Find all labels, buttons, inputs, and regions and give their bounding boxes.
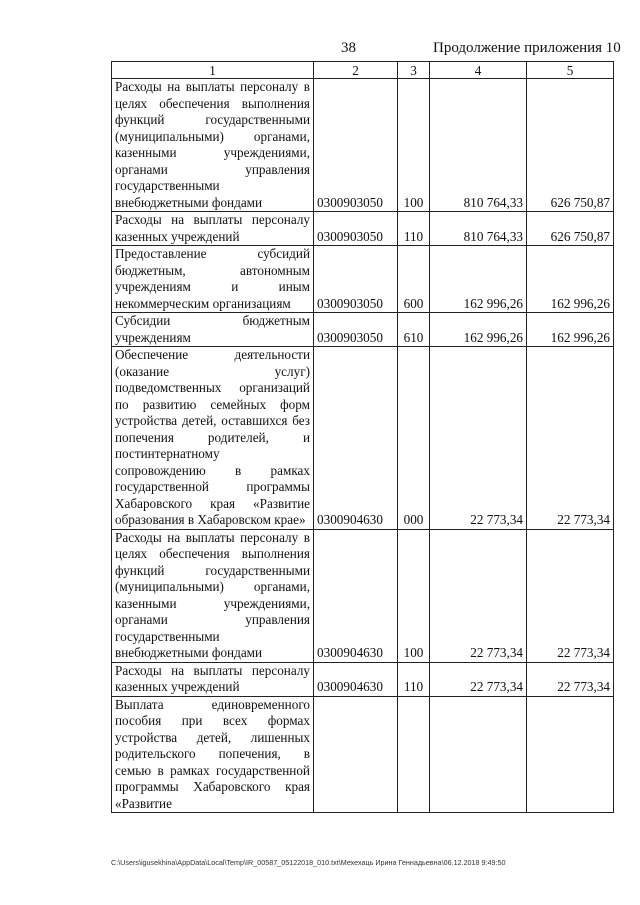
row-amount-col5: 626 750,87: [527, 79, 614, 212]
row-expense-type: 110: [398, 662, 430, 696]
row-amount-col5: 162 996,26: [527, 246, 614, 313]
row-amount-col5: 162 996,26: [527, 313, 614, 347]
row-amount-col4: 22 773,34: [430, 529, 527, 662]
header-row: [112, 62, 614, 79]
row-amount-col5: [527, 696, 614, 813]
row-description: Расходы на выплаты персоналу казенных учреждений: [112, 212, 314, 246]
row-expense-type: 600: [398, 246, 430, 313]
row-expense-type: 110: [398, 212, 430, 246]
table-row: [112, 662, 614, 696]
table-row: [112, 347, 614, 530]
table-row: [112, 696, 614, 813]
row-amount-col4: 162 996,26: [430, 246, 527, 313]
document-path-footer: C:\Users\igusekhina\AppData\Local\Temp\IR_00587_05122018_010.txt\Мехехаць Ирина Геннадьевна\06.12.2018 9:49:50: [111, 858, 506, 867]
row-target-code: 0300903050: [314, 313, 398, 347]
page-number: 38: [341, 40, 356, 56]
column-header-2: 2: [314, 62, 398, 79]
row-target-code: 0300904630: [314, 347, 398, 530]
row-description: Расходы на выплаты персоналу в целях обеспечения выполнения функций государственными (муниципальными) органами, казенными учреждениями, органами управления государственными внебюджетными фондами: [112, 79, 314, 212]
row-expense-type: [398, 696, 430, 813]
appendix-label: Продолжение приложения 10: [433, 40, 621, 56]
table-row: [112, 79, 614, 212]
row-amount-col4: 810 764,33: [430, 212, 527, 246]
row-description: Обеспечение деятельности (оказание услуг) подведомственных организаций по развитию семейных форм устройства детей, оставшихся без попечения родителей, и постинтернатному сопровождению в рамках государственной программы Хабаровского края «Развитие образования в Хабаровском крае»: [112, 347, 314, 530]
column-header-4: 4: [430, 62, 527, 79]
row-expense-type: 000: [398, 347, 430, 530]
row-amount-col4: [430, 696, 527, 813]
column-header-1: 1: [112, 62, 314, 79]
table-row: [112, 212, 614, 246]
row-amount-col5: 22 773,34: [527, 662, 614, 696]
row-amount-col4: 162 996,26: [430, 313, 527, 347]
row-description: Субсидии бюджетным учреждениям: [112, 313, 314, 347]
row-amount-col4: 810 764,33: [430, 79, 527, 212]
row-target-code: 0300903050: [314, 212, 398, 246]
row-target-code: 0300903050: [314, 246, 398, 313]
budget-table: [111, 61, 614, 813]
row-amount-col5: 22 773,34: [527, 347, 614, 530]
row-amount-col5: 626 750,87: [527, 212, 614, 246]
column-header-3: 3: [398, 62, 430, 79]
column-header-5: 5: [527, 62, 614, 79]
row-expense-type: 610: [398, 313, 430, 347]
row-amount-col5: 22 773,34: [527, 529, 614, 662]
table-row: [112, 313, 614, 347]
row-amount-col4: 22 773,34: [430, 662, 527, 696]
row-description: Выплата единовременного пособия при всех формах устройства детей, лишенных родительского попечения, в семью в рамках государственной программы Хабаровского края «Развитие: [112, 696, 314, 813]
row-target-code: 0300904630: [314, 529, 398, 662]
row-expense-type: 100: [398, 79, 430, 212]
row-description: Расходы на выплаты персоналу в целях обеспечения выполнения функций государственными (муниципальными) органами, казенными учреждениями, органами управления государственными внебюджетными фондами: [112, 529, 314, 662]
row-target-code: 0300903050: [314, 79, 398, 212]
row-description: Предоставление субсидий бюджетным, автономным учреждениям и иным некоммерческим организациям: [112, 246, 314, 313]
row-amount-col4: 22 773,34: [430, 347, 527, 530]
row-description: Расходы на выплаты персоналу казенных учреждений: [112, 662, 314, 696]
table-row: [112, 246, 614, 313]
table-row: [112, 529, 614, 662]
row-target-code: [314, 696, 398, 813]
row-target-code: 0300904630: [314, 662, 398, 696]
row-expense-type: 100: [398, 529, 430, 662]
